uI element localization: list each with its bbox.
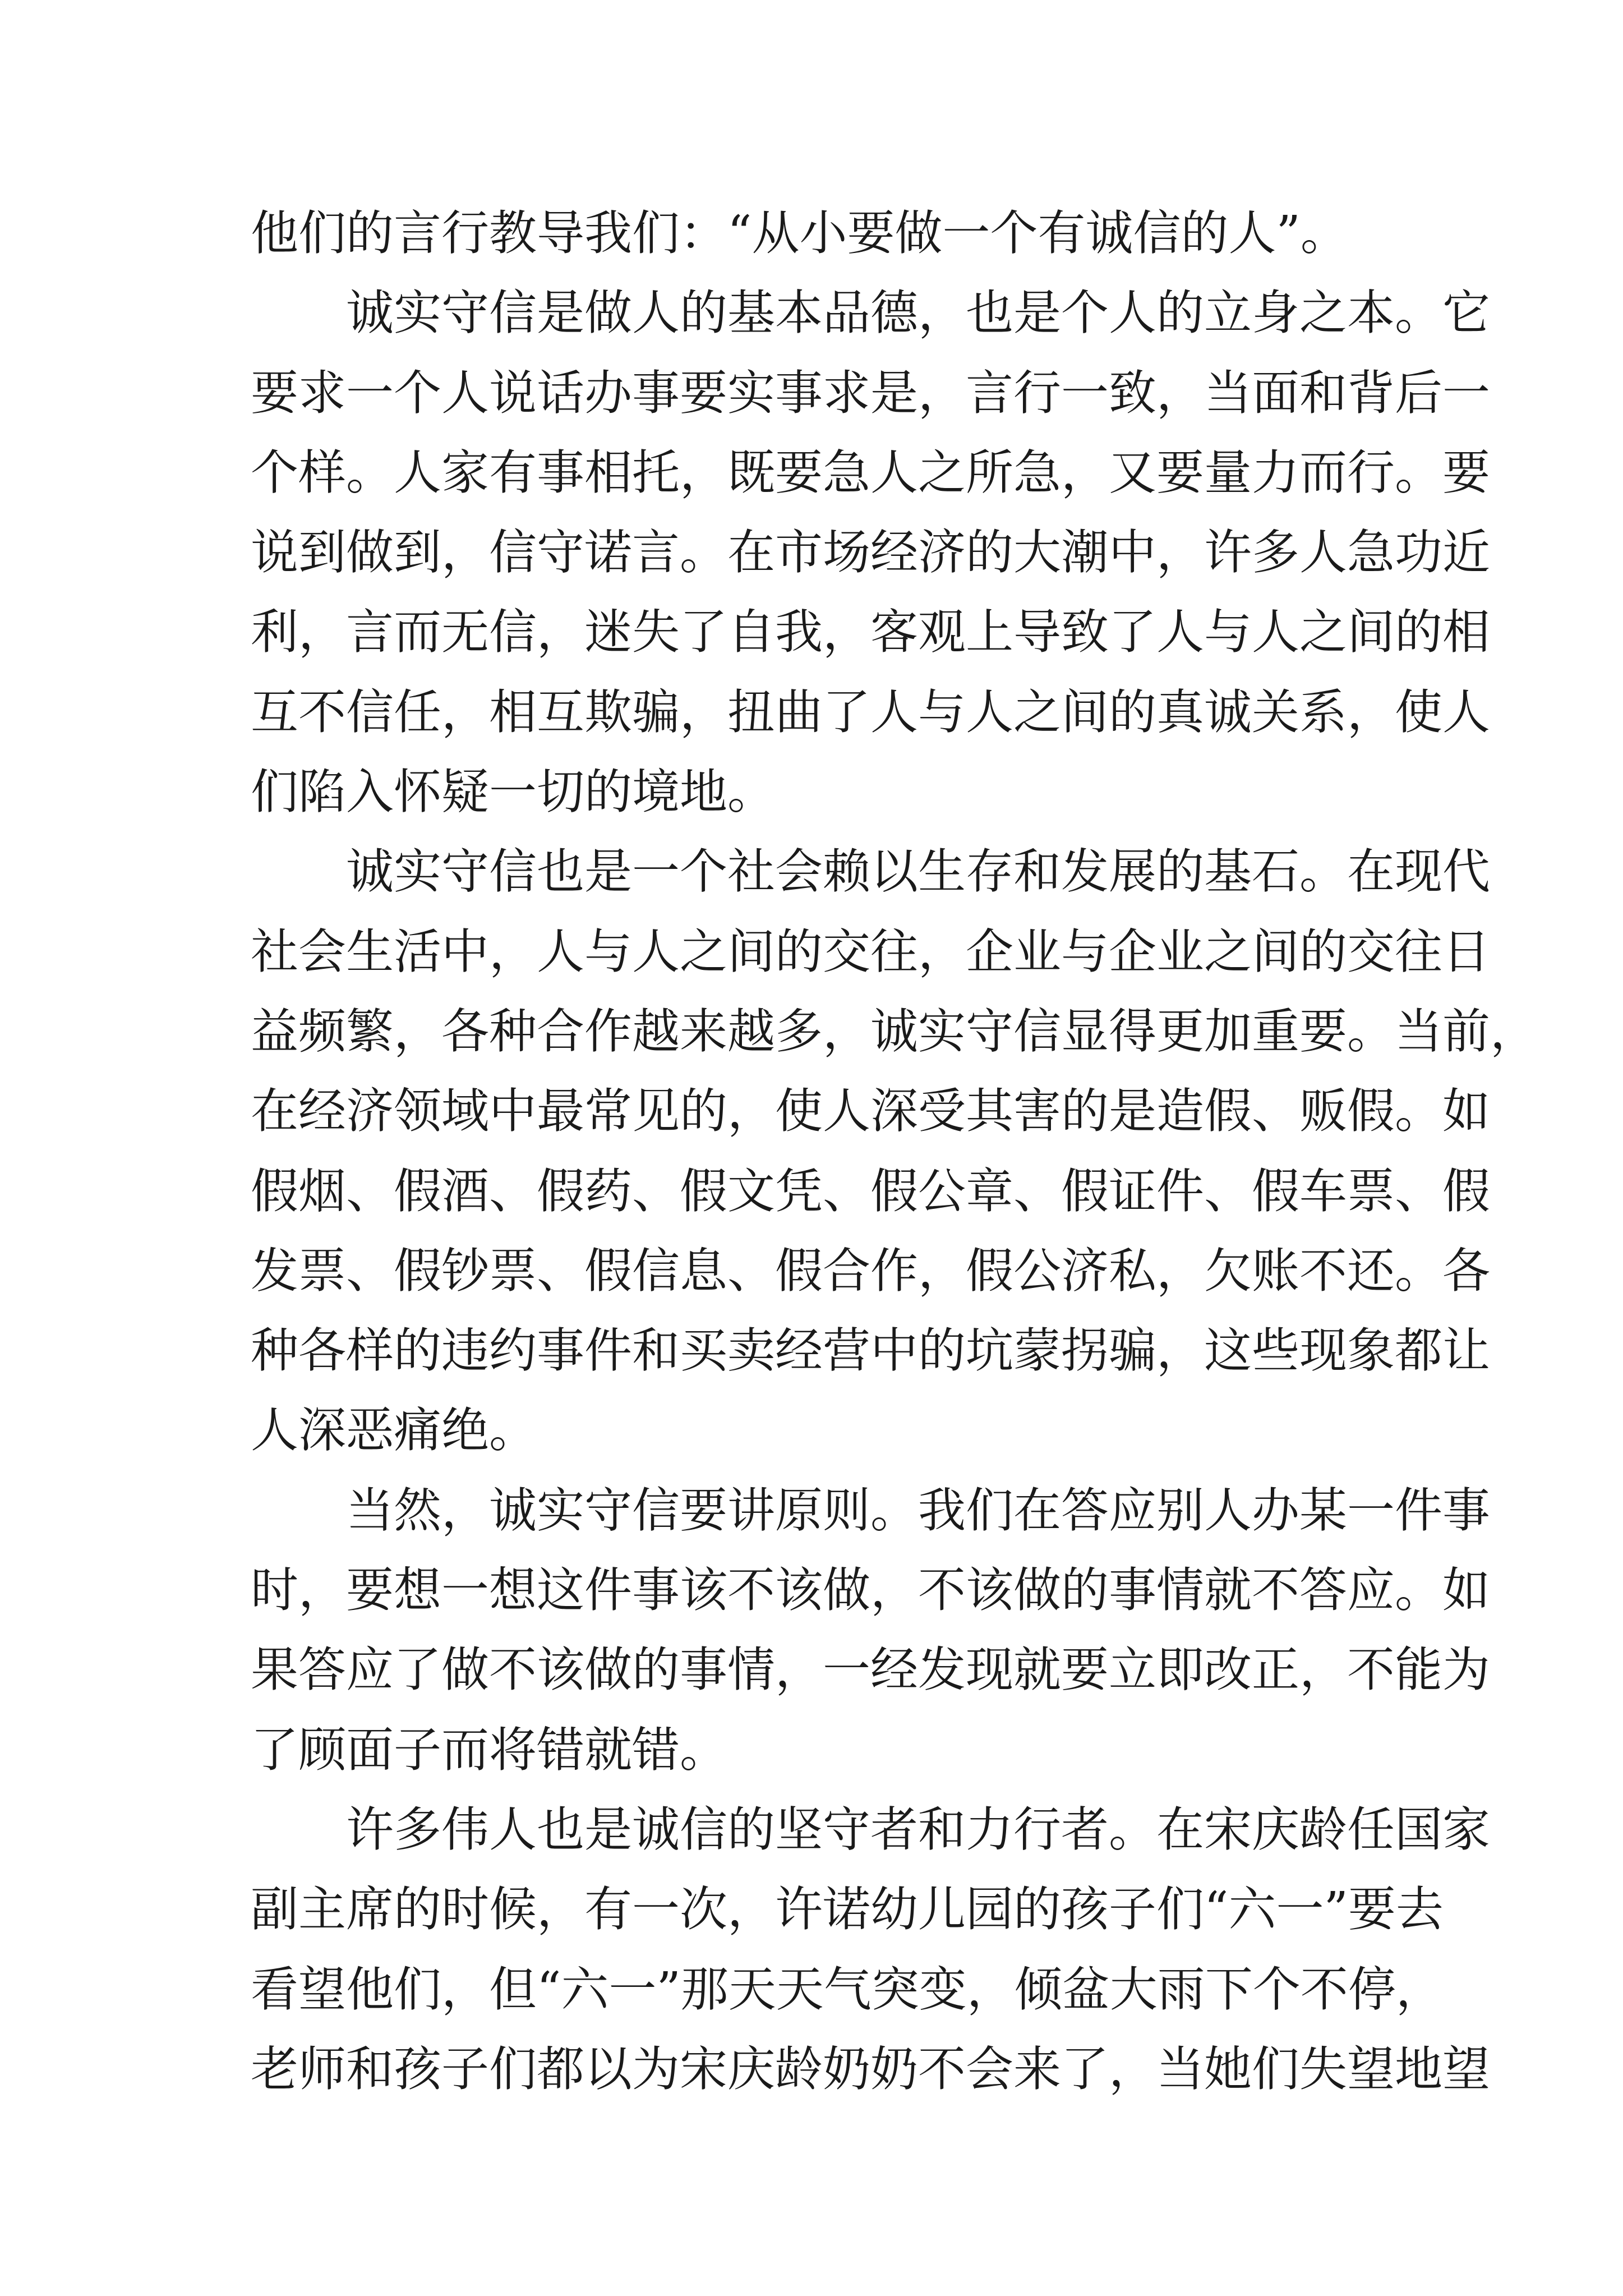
text-line: 益频繁，各种合作越来越多，诚实守信显得更加重要。当前， xyxy=(251,1004,1538,1060)
text-line: 诚实守信也是一个社会赖以生存和发展的基石。在现代 xyxy=(346,844,1491,900)
text-line: 在经济领域中最常见的，使人深受其害的是造假、贩假。如 xyxy=(251,1084,1491,1140)
text-line: 互不信任，相互欺骗，扭曲了人与人之间的真诚关系，使人 xyxy=(251,684,1491,740)
text-line: 人深恶痛绝。 xyxy=(251,1403,537,1459)
text-line: 说到做到，信守诺言。在市场经济的大潮中，许多人急功近 xyxy=(251,525,1491,581)
text-line: 种各样的违约事件和买卖经营中的坑蒙拐骗，这些现象都让 xyxy=(251,1323,1491,1379)
text-line: 利，言而无信，迷失了自我，客观上导致了人与人之间的相 xyxy=(251,605,1491,661)
text-line: 看望他们，但“六一”那天天气突变，倾盆大雨下个不停， xyxy=(251,1962,1444,2018)
text-line: 许多伟人也是诚信的坚守者和力行者。在宋庆龄任国家 xyxy=(346,1802,1491,1858)
text-line: 时，要想一想这件事该不该做，不该做的事情就不答应。如 xyxy=(251,1563,1491,1619)
text-line: 发票、假钞票、假信息、假合作，假公济私，欠账不还。各 xyxy=(251,1243,1491,1299)
body-text xyxy=(251,194,1538,2110)
text-line: 当然，诚实守信要讲原则。我们在答应别人办某一件事 xyxy=(346,1483,1491,1539)
text-line: 果答应了做不该做的事情，一经发现就要立即改正，不能为 xyxy=(251,1642,1491,1699)
text-line: 个样。人家有事相托，既要急人之所急，又要量力而行。要 xyxy=(251,445,1491,501)
text-line: 们陷入怀疑一切的境地。 xyxy=(251,765,776,821)
text-line: 要求一个人说话办事要实事求是，言行一致，当面和背后一 xyxy=(251,365,1491,421)
text-line: 了顾面子而将错就错。 xyxy=(251,1722,728,1778)
text-line: 诚实守信是做人的基本品德，也是个人的立身之本。它 xyxy=(346,286,1491,342)
text-line: 假烟、假酒、假药、假文凭、假公章、假证件、假车票、假 xyxy=(251,1163,1491,1220)
text-line: 社会生活中，人与人之间的交往，企业与企业之间的交往日 xyxy=(251,924,1491,980)
text-line: 老师和孩子们都以为宋庆龄奶奶不会来了，当她们失望地望 xyxy=(251,2041,1491,2097)
text-line: 他们的言行教导我们：“从小要做一个有诚信的人”。 xyxy=(251,206,1348,261)
text-line: 副主席的时候，有一次，许诺幼儿园的孩子们“六一”要去 xyxy=(251,1882,1444,1938)
